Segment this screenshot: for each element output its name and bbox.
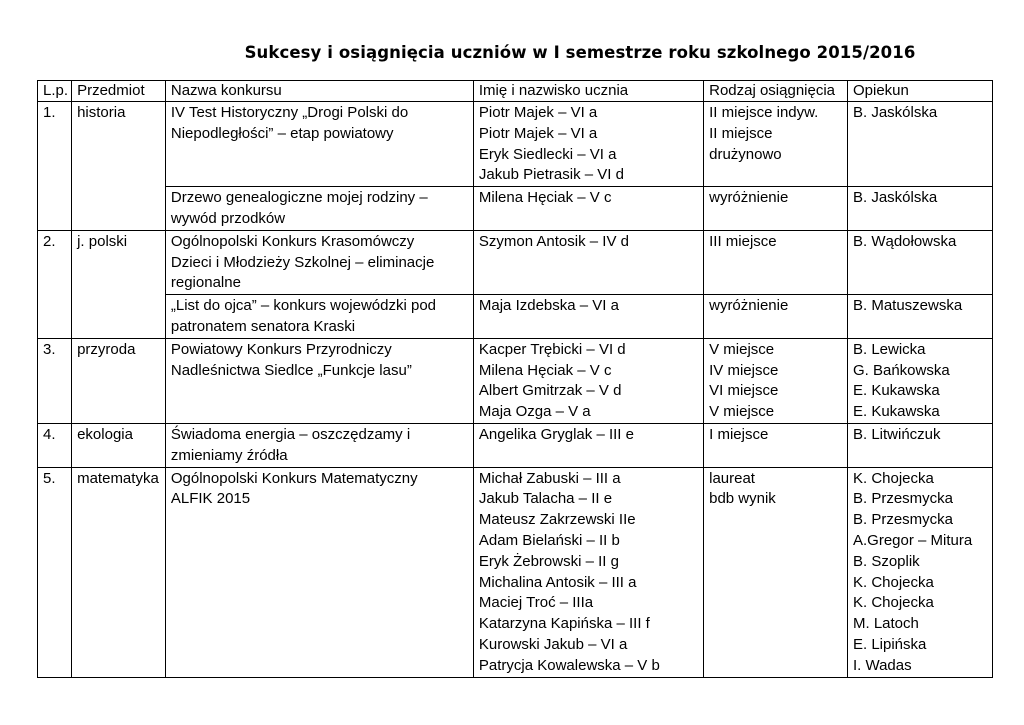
student-cell-line: Milena Hęciak – V c xyxy=(478,361,612,379)
header-student: Imię i nazwisko ucznia xyxy=(473,81,703,102)
student-cell-line: Angelika Gryglak – III e xyxy=(478,425,634,443)
tutor-cell-line: M. Latoch xyxy=(852,615,919,633)
award-cell-line: II miejsce xyxy=(709,124,773,142)
lp-cell xyxy=(38,423,72,467)
tutor-cell-line: K. Chojecka xyxy=(852,594,934,612)
table-row xyxy=(38,467,993,677)
contest-cell-line: wywód przodków xyxy=(170,209,286,227)
subject-cell-line: j. polski xyxy=(77,232,128,250)
lp-cell-line: 2. xyxy=(43,232,56,250)
award-cell-line: drużynowo xyxy=(709,145,782,163)
contest-cell-line: ALFIK 2015 xyxy=(170,490,251,508)
lp-cell xyxy=(38,230,72,338)
student-cell-line: Maja Izdebska – VI a xyxy=(478,297,619,315)
tutor-cell-line: B. Szoplik xyxy=(852,552,920,570)
tutor-cell-line: E. Kukawska xyxy=(852,403,940,421)
contest-cell xyxy=(165,102,473,187)
contest-cell-line: Nadleśnictwa Siedlce „Funkcje lasu” xyxy=(170,361,412,379)
award-cell xyxy=(704,295,848,339)
student-cell xyxy=(473,230,703,294)
award-cell xyxy=(704,467,848,677)
header-contest: Nazwa konkursu xyxy=(165,81,473,102)
student-cell xyxy=(473,423,703,467)
tutor-cell-line: A.Gregor – Mitura xyxy=(852,531,973,549)
student-cell-line: Maja Ozga – V a xyxy=(478,403,591,421)
student-cell xyxy=(473,338,703,423)
award-cell-line: wyróżnienie xyxy=(709,189,789,207)
tutor-cell xyxy=(847,423,992,467)
results-table xyxy=(37,80,993,678)
tutor-cell-line: B. Wądołowska xyxy=(852,232,957,250)
tutor-cell-line: B. Jaskólska xyxy=(852,189,938,207)
student-cell xyxy=(473,295,703,339)
page-title: Sukcesy i osiągnięcia uczniów w I semestrze roku szkolnego 2015/2016 xyxy=(244,43,916,62)
award-cell-line: bdb wynik xyxy=(709,490,776,508)
header-subject: Przedmiot xyxy=(72,81,166,102)
student-cell-line: Szymon Antosik – IV d xyxy=(478,232,629,250)
contest-cell-line: Świadoma energia – oszczędzamy i xyxy=(170,425,411,443)
subject-cell-line: matematyka xyxy=(77,469,159,487)
student-cell-line: Adam Bielański – II b xyxy=(478,531,620,549)
student-cell-line: Eryk Żebrowski – II g xyxy=(478,552,619,570)
tutor-cell-line: G. Bańkowska xyxy=(852,361,950,379)
tutor-cell-line: K. Chojecka xyxy=(852,573,934,591)
award-cell xyxy=(704,102,848,187)
tutor-cell-line: K. Chojecka xyxy=(852,469,934,487)
table-header-row xyxy=(38,81,993,102)
tutor-cell xyxy=(847,230,992,294)
subject-cell xyxy=(72,102,166,231)
header-award: Rodzaj osiągnięcia xyxy=(704,81,848,102)
award-cell xyxy=(704,187,848,231)
student-cell-line: Jakub Pietrasik – VI d xyxy=(478,166,624,184)
student-cell-line: Piotr Majek – VI a xyxy=(478,104,598,121)
contest-cell-line: Powiatowy Konkurs Przyrodniczy xyxy=(170,340,392,358)
table-row xyxy=(38,187,993,231)
tutor-cell xyxy=(847,338,992,423)
contest-cell-line: Ogólnopolski Konkurs Krasomówczy xyxy=(170,232,415,250)
lp-cell-line: 3. xyxy=(43,340,56,358)
student-cell xyxy=(473,102,703,187)
student-cell-line: Patrycja Kowalewska – V b xyxy=(478,656,660,674)
table-row xyxy=(38,102,993,187)
contest-cell-line: Dzieci i Młodzieży Szkolnej – eliminacje xyxy=(170,253,435,271)
award-cell-line: laureat xyxy=(709,469,755,487)
subject-cell-line: ekologia xyxy=(77,425,133,443)
student-cell xyxy=(473,467,703,677)
contest-cell-line: Niepodległości” – etap powiatowy xyxy=(170,124,394,142)
table-body xyxy=(38,102,993,678)
tutor-cell-line: I. Wadas xyxy=(852,656,912,674)
student-cell-line: Kacper Trębicki – VI d xyxy=(478,340,626,358)
student-cell-line: Jakub Talacha – II e xyxy=(478,490,613,508)
student-cell-line: Albert Gmitrzak – V d xyxy=(478,382,622,400)
student-cell-line: Kurowski Jakub – VI a xyxy=(478,635,628,653)
contest-cell xyxy=(165,230,473,294)
student-cell-line: Milena Hęciak – V c xyxy=(478,189,612,207)
student-cell-line: Maciej Troć – IIIa xyxy=(478,594,594,612)
contest-cell-line: Drzewo genealogiczne mojej rodziny – xyxy=(170,189,428,207)
student-cell-line: Mateusz Zakrzewski IIe xyxy=(478,511,636,529)
award-cell xyxy=(704,230,848,294)
header-lp: L.p. xyxy=(38,81,72,102)
lp-cell-line: 4. xyxy=(43,425,56,443)
tutor-cell-line: B. Matuszewska xyxy=(852,297,963,315)
award-cell xyxy=(704,423,848,467)
tutor-cell xyxy=(847,187,992,231)
subject-cell xyxy=(72,230,166,338)
student-cell-line: Piotr Majek – VI a xyxy=(478,124,598,142)
lp-cell-line: 1. xyxy=(43,104,56,121)
award-cell-line: V miejsce xyxy=(709,403,775,421)
table-row xyxy=(38,338,993,423)
tutor-cell xyxy=(847,102,992,187)
lp-cell xyxy=(38,467,72,677)
table-row xyxy=(38,423,993,467)
header-tutor: Opiekun xyxy=(847,81,992,102)
award-cell-line: V miejsce xyxy=(709,340,775,358)
tutor-cell-line: B. Przesmycka xyxy=(852,511,954,529)
subject-cell xyxy=(72,423,166,467)
contest-cell-line: IV Test Historyczny „Drogi Polski do xyxy=(170,104,409,121)
student-cell-line: Katarzyna Kapińska – III f xyxy=(478,615,650,633)
contest-cell-line: zmieniamy źródła xyxy=(170,446,288,464)
tutor-cell-line: B. Litwińczuk xyxy=(852,425,941,443)
subject-cell-line: przyroda xyxy=(77,340,136,358)
tutor-cell xyxy=(847,467,992,677)
student-cell-line: Michalina Antosik – III a xyxy=(478,573,637,591)
tutor-cell xyxy=(847,295,992,339)
tutor-cell-line: E. Lipińska xyxy=(852,635,927,653)
student-cell-line: Michał Zabuski – III a xyxy=(478,469,621,487)
subject-cell xyxy=(72,338,166,423)
table-row xyxy=(38,230,993,294)
table-row xyxy=(38,295,993,339)
contest-cell-line: regionalne xyxy=(170,274,241,292)
contest-cell-line: „List do ojca” – konkurs wojewódzki pod xyxy=(170,297,437,315)
tutor-cell-line: B. Jaskólska xyxy=(852,104,938,121)
contest-cell xyxy=(165,423,473,467)
lp-cell xyxy=(38,338,72,423)
award-cell-line: I miejsce xyxy=(709,425,769,443)
award-cell-line: III miejsce xyxy=(709,232,777,250)
student-cell xyxy=(473,187,703,231)
student-cell-line: Eryk Siedlecki – VI a xyxy=(478,145,617,163)
subject-cell xyxy=(72,467,166,677)
tutor-cell-line: B. Lewicka xyxy=(852,340,926,358)
tutor-cell-line: E. Kukawska xyxy=(852,382,940,400)
lp-cell xyxy=(38,102,72,231)
award-cell xyxy=(704,338,848,423)
award-cell-line: wyróżnienie xyxy=(709,297,789,315)
tutor-cell-line: B. Przesmycka xyxy=(852,490,954,508)
contest-cell-line: Ogólnopolski Konkurs Matematyczny xyxy=(170,469,418,487)
subject-cell-line: historia xyxy=(77,104,126,121)
contest-cell xyxy=(165,295,473,339)
contest-cell xyxy=(165,187,473,231)
lp-cell-line: 5. xyxy=(43,469,56,487)
award-cell-line: II miejsce indyw. xyxy=(709,104,819,121)
award-cell-line: IV miejsce xyxy=(709,361,779,379)
award-cell-line: VI miejsce xyxy=(709,382,779,400)
contest-cell-line: patronatem senatora Kraski xyxy=(170,317,356,335)
contest-cell xyxy=(165,467,473,677)
contest-cell xyxy=(165,338,473,423)
